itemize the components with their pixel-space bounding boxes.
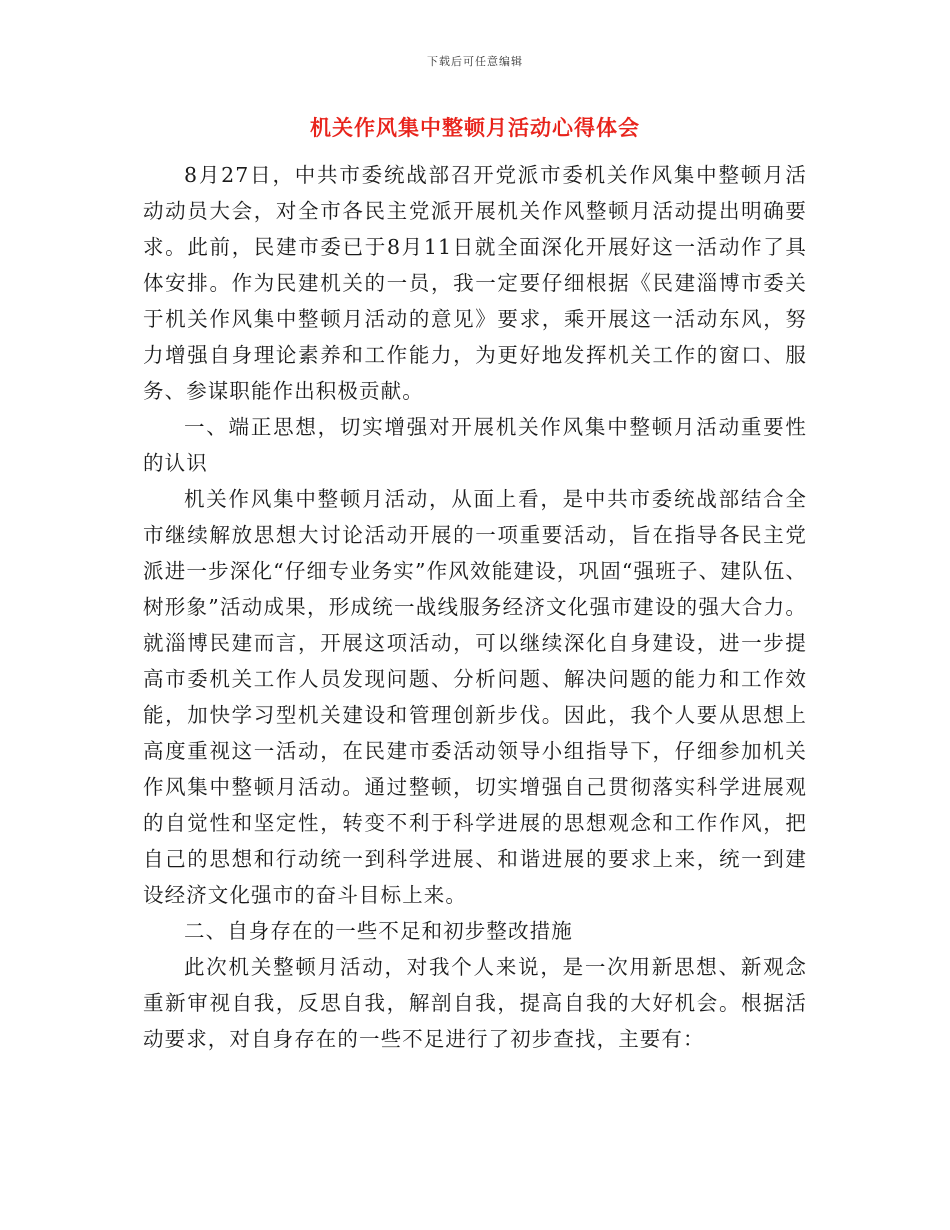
paragraph-section-1: 机关作风集中整顿月活动，从面上看，是中共市委统战部结合全市继续解放思想大讨论活动开展的一项重要活动，旨在指导各民主党派进一步深化“仔细专业务实”作风效能建设，巩固“强班子、建队伍、树形象”活动成果，形成统一战线服务经济文化强市建设的强大合力。就淄博民建而言，开展这项活动，可以继续深化自身建设，进一步提高市委机关工作人员发现问题、分析问题、解决问题的能力和工作效能，加快学习型机关建设和管理创新步伐。因此，我个人要从思想上高度重视这一活动，在民建市委活动领导小组指导下，仔细参加机关作风集中整顿月活动。通过整顿，切实增强自己贯彻落实科学进展观的自觉性和坚定性，转变不利于科学进展的思想观念和工作作风，把自己的思想和行动统一到科学进展、和谐进展的要求上来，统一到建设经济文化强市的奋斗目标上来。	[143, 487, 807, 907]
document-title: 机关作风集中整顿月活动心得体会	[310, 115, 640, 140]
section-heading-2: 二、自身存在的一些不足和初步整改措施	[184, 919, 573, 943]
paragraph-intro: 8月27日，中共市委统战部召开党派市委机关作风集中整顿月活动动员大会，对全市各民主党派开展机关作风整顿月活动提出明确要求。此前，民建市委已于8月11日就全面深化开展好这一活动作了具体安排。作为民建机关的一员，我一定要仔细根据《民建淄博市委关于机关作风集中整顿月活动的意见》要求，乘开展这一活动东风，努力增强自身理论素养和工作能力，为更好地发挥机关工作的窗口、服务、参谋职能作出积极贡献。	[143, 163, 807, 403]
header-note: 下载后可任意编辑	[427, 55, 523, 68]
section-heading-1: 一、端正思想，切实增强对开展机关作风集中整顿月活动重要性的认识	[143, 415, 807, 475]
document-body	[143, 157, 807, 1057]
paragraph-section-2: 此次机关整顿月活动，对我个人来说，是一次用新思想、新观念重新审视自我，反思自我，解剖自我，提高自我的大好机会。根据活动要求，对自身存在的一些不足进行了初步查找，主要有：	[143, 955, 807, 1051]
